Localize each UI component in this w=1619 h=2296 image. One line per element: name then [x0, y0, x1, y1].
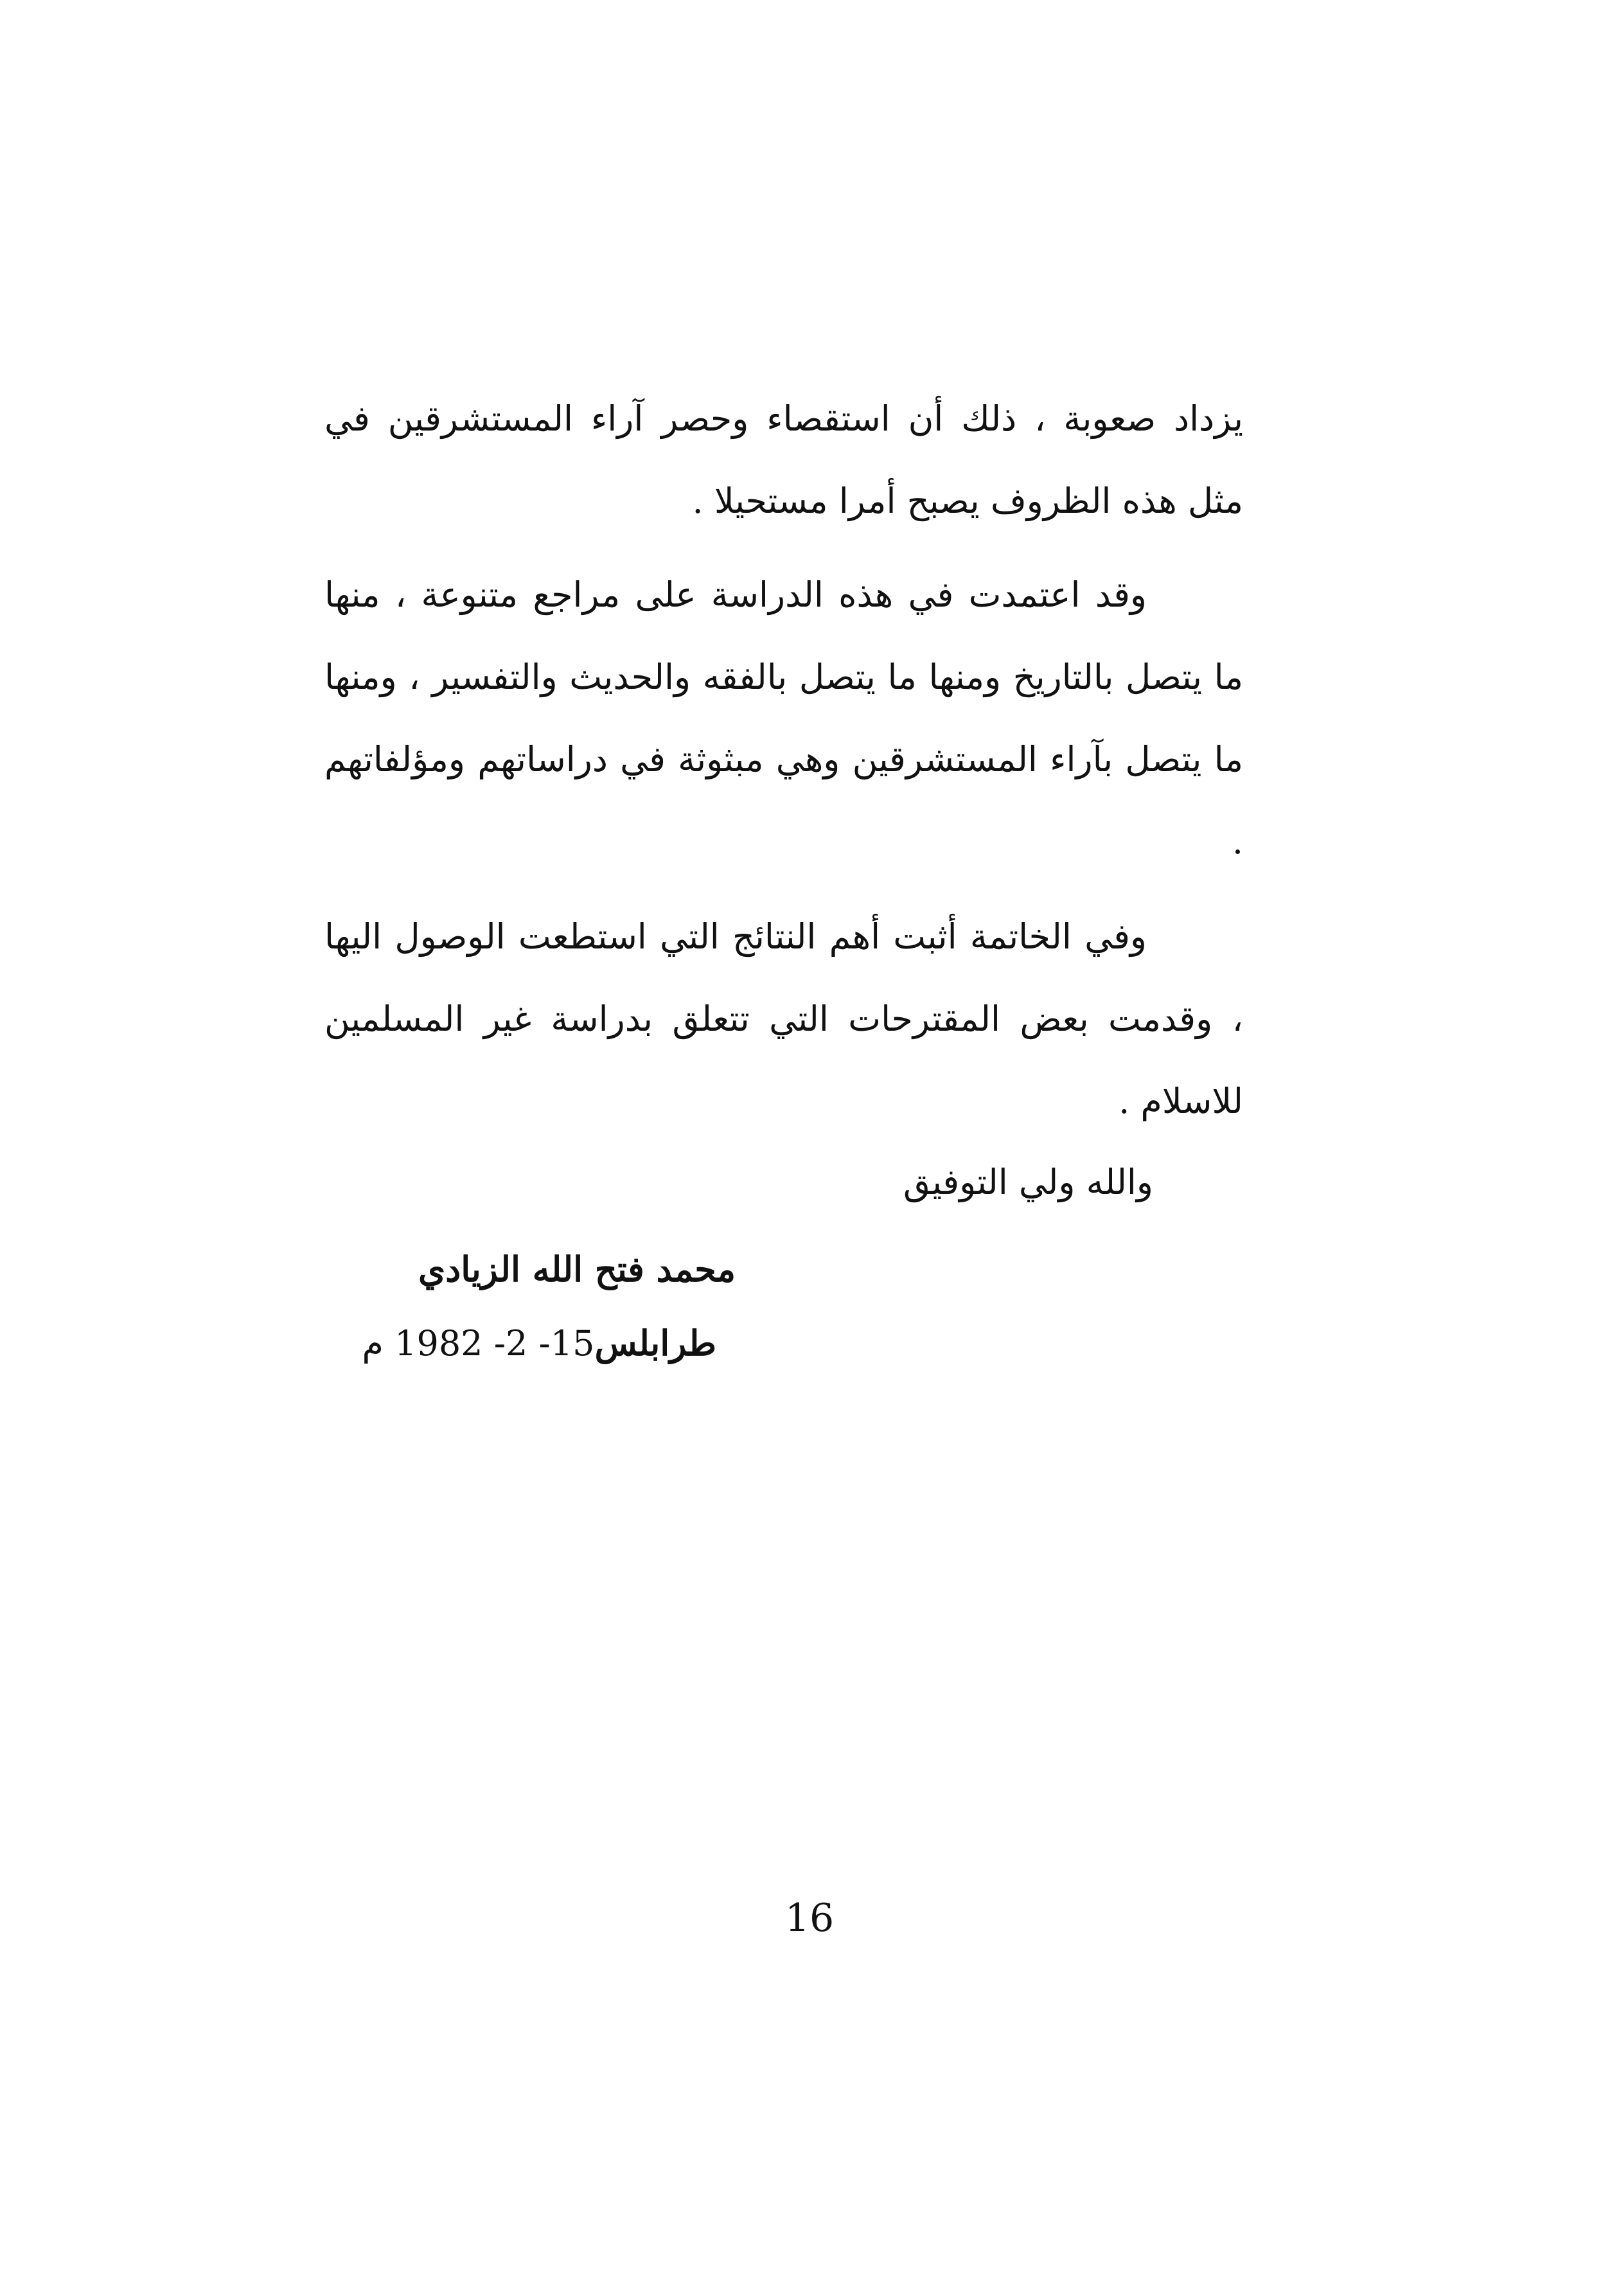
paragraph-references — [324, 554, 1243, 883]
paragraph-text: وقد اعتمدت في هذه الدراسة على مراجع متنوعة ، منها ما يتصل بالتاريخ ومنها ما يتصل بالفقه والحديث والتفسير ، ومنها ما يتصل بآراء المستشرقين وهي مبثوثة في دراساتهم ومؤلفاتهم . — [324, 574, 1243, 862]
signature-date: 15- 2- 1982 م — [362, 1323, 595, 1364]
paragraph-continuation — [324, 378, 1243, 542]
paragraph-conclusion — [324, 896, 1243, 1143]
place-date-line — [362, 1317, 717, 1369]
author-name: محمد فتح الله الزيادي — [418, 1249, 736, 1290]
signature-place: طرابلس — [594, 1322, 716, 1364]
closing-phrase: والله ولي التوفيق — [903, 1162, 1153, 1202]
paragraph-text: يزداد صعوبة ، ذلك أن استقصاء وحصر آراء المستشرقين في مثل هذه الظروف يصبح أمرا مستحيلا . — [324, 398, 1243, 521]
paragraph-text: وفي الخاتمة أثبت أهم النتائج التي استطعت الوصول اليها ، وقدمت بعض المقترحات التي تتعلق بدراسة غير المسلمين للاسلام . — [324, 916, 1243, 1121]
page-number: 16 — [784, 1896, 835, 1941]
